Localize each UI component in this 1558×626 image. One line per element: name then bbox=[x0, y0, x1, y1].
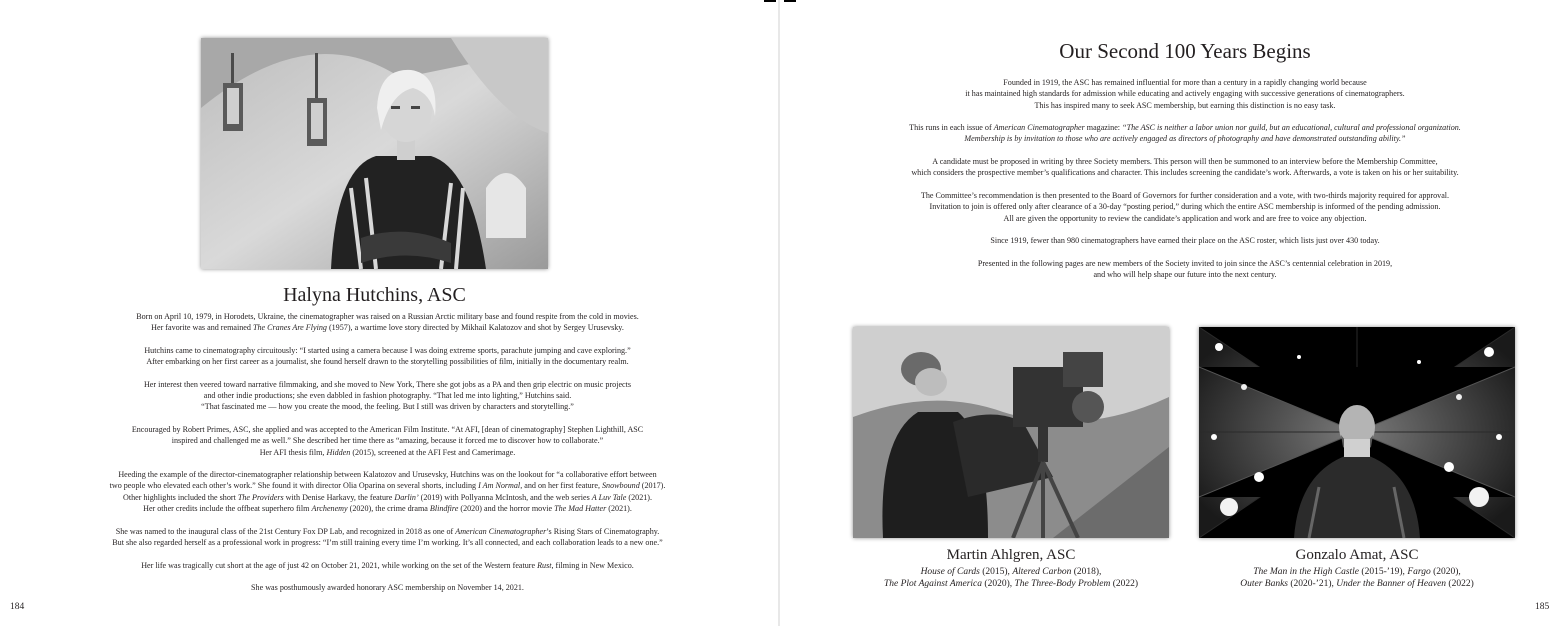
text-run: (2015), screened at the AFI Fest and Camerimage. bbox=[350, 447, 516, 457]
paragraph bbox=[40, 379, 735, 413]
text-run: All are given the opportunity to review the candidate’s application and work and are free to voice any objection. bbox=[1003, 213, 1367, 223]
paragraph bbox=[810, 156, 1558, 179]
text-run: Outer Banks bbox=[1240, 579, 1289, 590]
paragraph bbox=[40, 345, 735, 368]
text-run: The Providers bbox=[237, 492, 284, 502]
text-run: “The ASC is neither a labor union nor guild, but an educational, cultural and professional organization. bbox=[1122, 123, 1461, 133]
intro-text bbox=[810, 77, 1558, 292]
text-run: She was posthumously awarded honorary ASC membership on November 14, 2021. bbox=[251, 583, 524, 593]
text-run: A Luv Tale bbox=[591, 492, 627, 502]
ahlgren-photo-art bbox=[853, 327, 1169, 538]
text-run: The Man in the High Castle bbox=[1253, 567, 1360, 577]
text-run: magazine: bbox=[1084, 123, 1123, 133]
text-run: I Am Normal bbox=[478, 481, 521, 491]
ahlgren-name: Martin Ahlgren, ASC bbox=[946, 547, 1076, 563]
text-run: , and on her first feature, bbox=[520, 481, 602, 491]
text-run: After embarking on her first career as a journalist, she found herself drawn to the storytelling possibilities of film, initially in the documentary realm. bbox=[146, 357, 629, 367]
text-run: A candidate must be proposed in writing by three Society members. This person will then be summoned to an interview before the Membership Committee, bbox=[932, 157, 1438, 167]
paragraph bbox=[40, 424, 735, 458]
text-run: Her favorite was and remained bbox=[151, 323, 253, 333]
section-title: Our Second 100 Years Begins bbox=[1059, 39, 1311, 63]
text-run: Encouraged by Robert Primes, ASC, she applied and was accepted to the American Film Institute. “At AFI, [dean of cinematography] Stephen Lighthill, ASC bbox=[131, 424, 644, 434]
text-run: Hidden bbox=[326, 447, 351, 457]
text-run: But she also regarded herself as a professional work in progress: “I’m still training every time I’m working. It’s all connected, and each collaboration leads to a new one.” bbox=[112, 537, 663, 547]
paragraph bbox=[40, 582, 735, 593]
text-run: two people who elevated each other’s work.” She found it with director Olia Oparina on several shorts, including bbox=[109, 481, 479, 491]
text-run: (1957), a wartime love story directed by Mikhail Kalatozov and shot by Sergey Urusevsky. bbox=[326, 323, 624, 333]
text-run: The Three-Body Problem bbox=[1014, 579, 1111, 590]
paragraph bbox=[40, 311, 735, 334]
text-run: Founded in 1919, the ASC has remained influential for more than a century in a rapidly changing world because bbox=[1003, 78, 1367, 87]
text-run: This runs in each issue of bbox=[909, 123, 994, 133]
text-run: inspired and challenged me as well.” She described her time there as “amazing, because it forced me to discover how to collaborate.” bbox=[171, 436, 604, 446]
text-run: Fargo bbox=[1407, 567, 1431, 577]
text-run: “That fascinated me — how you create the mood, the feeling. But I still was driven by characters and storytelling.” bbox=[201, 402, 574, 412]
text-run: The Cranes Are Flying bbox=[252, 323, 327, 333]
paragraph bbox=[40, 560, 735, 571]
text-run: Her AFI thesis film, bbox=[259, 447, 327, 457]
text-run: (2017). bbox=[639, 481, 666, 491]
paragraph bbox=[40, 469, 735, 514]
text-run: Heeding the example of the director-cinematographer relationship between Kalatozov and Urusevsky, Hutchins was on the lookout for “a collaborative effort between bbox=[118, 470, 657, 480]
text-run: The Committee’s recommendation is then presented to the Board of Governors for further consideration and a vote, with two-thirds majority required for approval. bbox=[920, 190, 1450, 200]
text-run: Membership is by invitation to those who are actively engaged as directors of photography and have demonstrated outstanding ability.” bbox=[964, 134, 1406, 144]
text-run: (2020) and the horror movie bbox=[458, 504, 555, 514]
amat-name: Gonzalo Amat, ASC bbox=[1295, 547, 1419, 563]
text-run: and other indie productions; she even dabbled in fashion photography. “That led me into lighting,” Hutchins said. bbox=[203, 391, 572, 401]
text-run: American Cinematographer bbox=[993, 123, 1085, 133]
right-page bbox=[780, 0, 1558, 626]
text-run: , filming in New Mexico. bbox=[551, 560, 634, 570]
paragraph bbox=[810, 77, 1558, 111]
text-run: Her life was tragically cut short at the age of just 42 on October 21, 2021, while working on the set of the Western feature bbox=[141, 560, 538, 570]
text-run: (2022) bbox=[1446, 579, 1474, 590]
text-run: Her interest then veered toward narrative filmmaking, and she moved to New York, There she got jobs as a PA and then grip electric on music projects bbox=[143, 379, 632, 389]
text-run: (2022) bbox=[1110, 579, 1139, 590]
left-page bbox=[0, 0, 778, 626]
text-run: (2021). bbox=[626, 492, 653, 502]
text-run: (2015-’19), bbox=[1359, 567, 1408, 577]
text-run: Since 1919, fewer than 980 cinematographers have earned their place on the ASC roster, which lists just over 430 today. bbox=[990, 236, 1380, 246]
text-run: This has inspired many to seek ASC membership, but earning this distinction is no easy task. bbox=[1034, 100, 1336, 110]
ahlgren-credits bbox=[833, 566, 1189, 591]
text-run: it has maintained high standards for admission while educating and actively engaging with successive generations of cinematographers. bbox=[965, 89, 1405, 99]
text-run: (2020), bbox=[982, 579, 1015, 590]
text-run: Rust bbox=[537, 560, 552, 570]
text-run: ’s Rising Stars of Cinematography. bbox=[546, 526, 660, 536]
text-run: She was named to the inaugural class of the 21st Century Fox DP Lab, and recognized in 2018 as one of bbox=[115, 526, 456, 536]
text-run: (2015), bbox=[979, 567, 1013, 577]
paragraph bbox=[810, 235, 1558, 246]
paragraph bbox=[810, 258, 1558, 281]
text-run: Other highlights included the short bbox=[122, 492, 238, 502]
ahlgren-photo bbox=[853, 327, 1169, 538]
text-run: Under the Banner of Heaven bbox=[1336, 579, 1447, 590]
text-run: and who will help shape our future into the next century. bbox=[1093, 270, 1277, 280]
hutchins-name: Halyna Hutchins, ASC bbox=[283, 284, 466, 306]
text-run: Altered Carbon bbox=[1012, 567, 1072, 577]
hutchins-photo bbox=[201, 38, 548, 269]
paragraph bbox=[40, 526, 735, 549]
text-run: Presented in the following pages are new members of the Society invited to join since the ASC’s centennial celebration in 2019, bbox=[977, 258, 1393, 268]
text-run: Darlin’ bbox=[394, 492, 419, 502]
text-run: (2020), the crime drama bbox=[347, 504, 430, 514]
amat-photo-art bbox=[1199, 327, 1515, 538]
text-run: Snowbound bbox=[602, 481, 640, 491]
text-run: (2021). bbox=[606, 504, 632, 514]
text-run: Archenemy bbox=[311, 504, 348, 514]
text-run: with Denise Harkavy, the feature bbox=[283, 492, 395, 502]
page-number-left: 184 bbox=[10, 602, 25, 612]
amat-photo bbox=[1199, 327, 1515, 538]
text-run: Her other credits include the offbeat superhero film bbox=[143, 504, 312, 514]
text-run: Invitation to join is offered only after clearance of a 30-day “posting period,” during which the entire ASC membership is informed of the pending admission. bbox=[929, 202, 1441, 212]
text-run: Born on April 10, 1979, in Horodets, Ukraine, the cinematographer was raised on a Russian Arctic military base and found respite from the cold in movies. bbox=[136, 312, 639, 321]
hutchins-photo-art bbox=[201, 38, 548, 269]
text-run: The Mad Hatter bbox=[554, 504, 607, 514]
text-run: (2020), bbox=[1430, 567, 1461, 577]
text-run: (2019) with Pollyanna McIntosh, and the web series bbox=[418, 492, 592, 502]
text-run: House of Cards bbox=[920, 567, 980, 577]
hutchins-bio bbox=[40, 311, 735, 605]
text-run: Hutchins came to cinematography circuitously: “I started using a camera because I was doing extreme sports, parachute jumping and cave exploring.” bbox=[144, 345, 631, 355]
paragraph bbox=[810, 190, 1558, 224]
page-number-right: 185 bbox=[1535, 602, 1550, 612]
text-run: which considers the prospective member’s qualifications and character. This includes screening the candidate’s work. Afterwards, a vote is taken on his or her suitability. bbox=[911, 168, 1459, 178]
text-run: American Cinematographer bbox=[455, 526, 547, 536]
text-run: Blindfire bbox=[429, 504, 459, 514]
text-run: The Plot Against America bbox=[883, 579, 983, 590]
amat-credits bbox=[1179, 566, 1535, 591]
text-run: (2020-’21), bbox=[1288, 579, 1337, 590]
paragraph bbox=[810, 122, 1558, 145]
text-run: (2018), bbox=[1071, 567, 1102, 577]
